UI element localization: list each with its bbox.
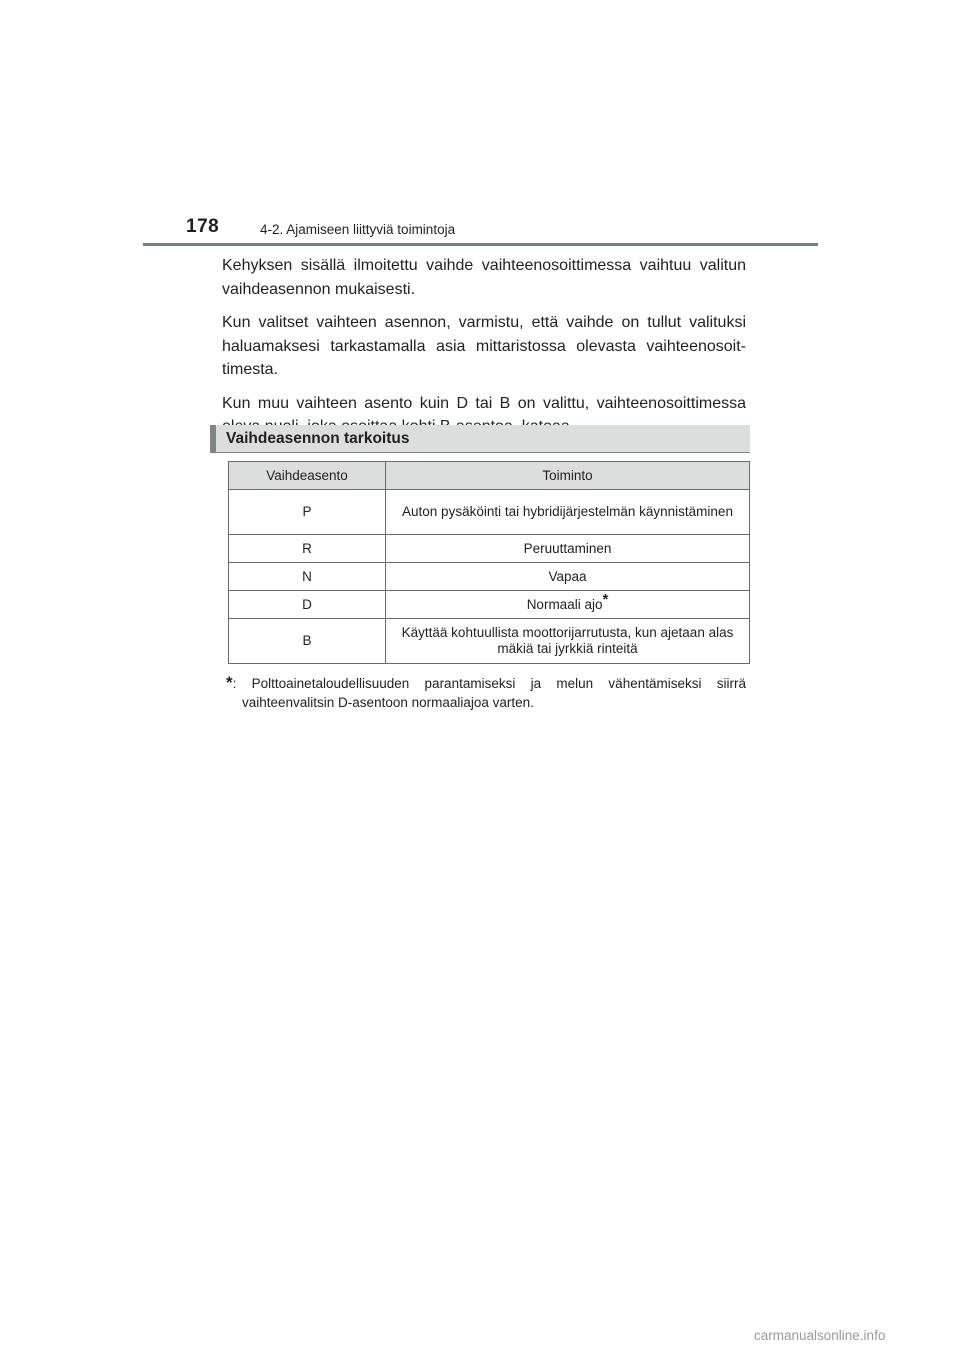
footnote-asterisk: * xyxy=(226,673,233,692)
paragraph: Kun valitset vaihteen asennon, varmistu, että vaihde on tullut valituksi haluamaksesi tarkastamalla asia mittaristossa olevasta vaihteenosoit- timesta. xyxy=(222,314,746,378)
gear-function-cell: Peruuttaminen xyxy=(386,535,750,563)
gear-position-cell: N xyxy=(229,563,386,591)
footnote-text: : Polttoainetaloudellisuuden parantamiseksi ja melun vähentämiseksi siirrä vaihteenvalitsin D-asentoon normaaliajoa varten. xyxy=(232,676,746,710)
gear-position-cell: B xyxy=(229,619,386,664)
gear-function-text: Normaali ajo xyxy=(526,596,603,612)
column-header-position: Vaihdeasento xyxy=(229,462,386,490)
page-number: 178 xyxy=(186,216,220,237)
subheading-text: Vaihdeasennon tarkoitus xyxy=(226,430,410,447)
gear-position-cell: R xyxy=(229,535,386,563)
gear-function-cell: Vapaa xyxy=(386,563,750,591)
table-row xyxy=(229,535,750,563)
page-header xyxy=(0,0,960,250)
paragraph: Kun muu vaihteen asento kuin D tai B on valittu, vaihteenosoittimessa xyxy=(222,394,746,412)
table-row xyxy=(229,490,750,535)
column-header-function: Toiminto xyxy=(386,462,750,490)
gear-function-cell xyxy=(386,591,750,619)
gear-function-cell: Käyttää kohtuullista moottorijarrutusta, kun ajetaan alas mäkiä tai jyrkkiä rinteitä xyxy=(386,619,750,664)
table-row xyxy=(229,619,750,664)
gear-position-table xyxy=(228,461,750,664)
header-divider xyxy=(143,243,818,246)
footnote-marker: * xyxy=(602,590,609,608)
gear-position-cell: P xyxy=(229,490,386,535)
table-header-row xyxy=(229,462,750,490)
paragraph: Kehyksen sisällä ilmoitettu vaihde vaihteenosoittimessa vaihtuu valitun vaihdeasennon mukaisesti. xyxy=(222,257,746,298)
gear-position-cell: D xyxy=(229,591,386,619)
watermark: carmanualsonline.info xyxy=(754,1328,886,1343)
table-row xyxy=(229,591,750,619)
gear-function-cell: Auton pysäköinti tai hybridijärjestelmän käynnistäminen xyxy=(386,490,750,535)
subheading xyxy=(210,425,750,453)
section-title: 4-2. Ajamiseen liittyviä toimintoja xyxy=(260,222,456,237)
table-row xyxy=(229,563,750,591)
body-text xyxy=(222,254,746,449)
footnote xyxy=(226,673,746,712)
